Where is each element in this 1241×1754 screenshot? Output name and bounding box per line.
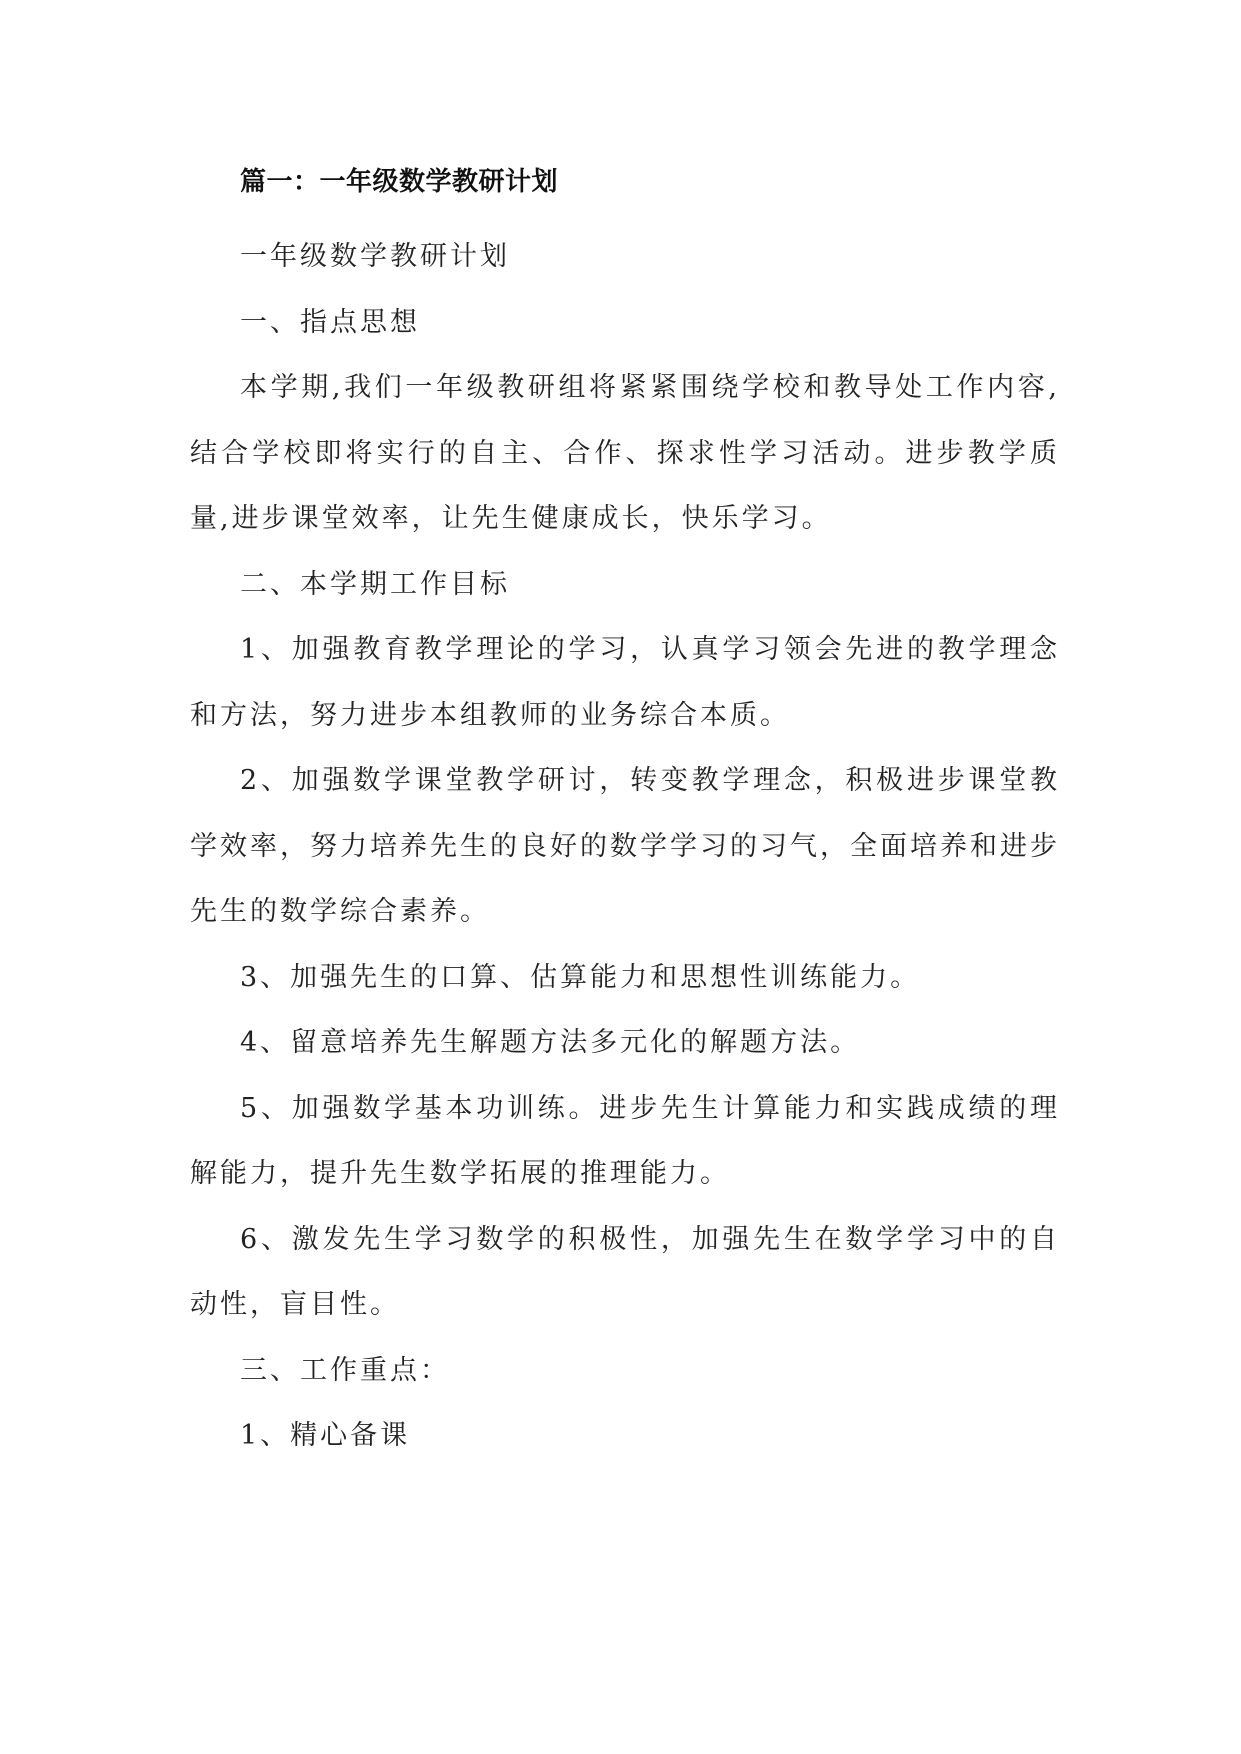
section-heading-work-goals: 二、本学期工作目标 xyxy=(240,568,510,600)
goal-item-6: 6、激发先生学习数学的积极性，加强先生在数学学习中的自动性，盲目性。 xyxy=(190,1223,1060,1320)
goal-item-3: 3、加强先生的口算、估算能力和思想性训练能力。 xyxy=(240,961,921,993)
paragraph-semester-intro: 本学期,我们一年级教研组将紧紧围绕学校和教导处工作内容,结合学校即将实行的自主、合作、探求性学习活动。进步教学质量,进步课堂效率，让先生健康成长，快乐学习。 xyxy=(190,372,1060,534)
goal-item-4: 4、留意培养先生解题方法多元化的解题方法。 xyxy=(240,1027,861,1058)
document-title: 篇一：一年级数学教研计划 xyxy=(240,167,559,197)
focus-item-1: 1、精心备课 xyxy=(240,1420,411,1451)
section-heading-work-focus: 三、工作重点： xyxy=(240,1354,450,1386)
goal-item-2: 2、加强数学课堂教学研讨，转变教学理念，积极进步课堂教学效率，努力培养先生的良好的数学学习的习气，全面培养和进步先生的数学综合素养。 xyxy=(190,765,1060,927)
paragraph-subtitle: 一年级数学教研计划 xyxy=(240,241,510,272)
section-heading-guiding-thought: 一、指点思想 xyxy=(240,306,420,338)
goal-item-5: 5、加强数学基本功训练。进步先生计算能力和实践成绩的理解能力，提升先生数学拓展的推理能力。 xyxy=(190,1092,1060,1189)
document-body xyxy=(190,162,1060,1469)
goal-item-1: 1、加强教育教学理论的学习，认真学习领会先进的教学理念和方法，努力进步本组教师的业务综合本质。 xyxy=(190,634,1060,731)
